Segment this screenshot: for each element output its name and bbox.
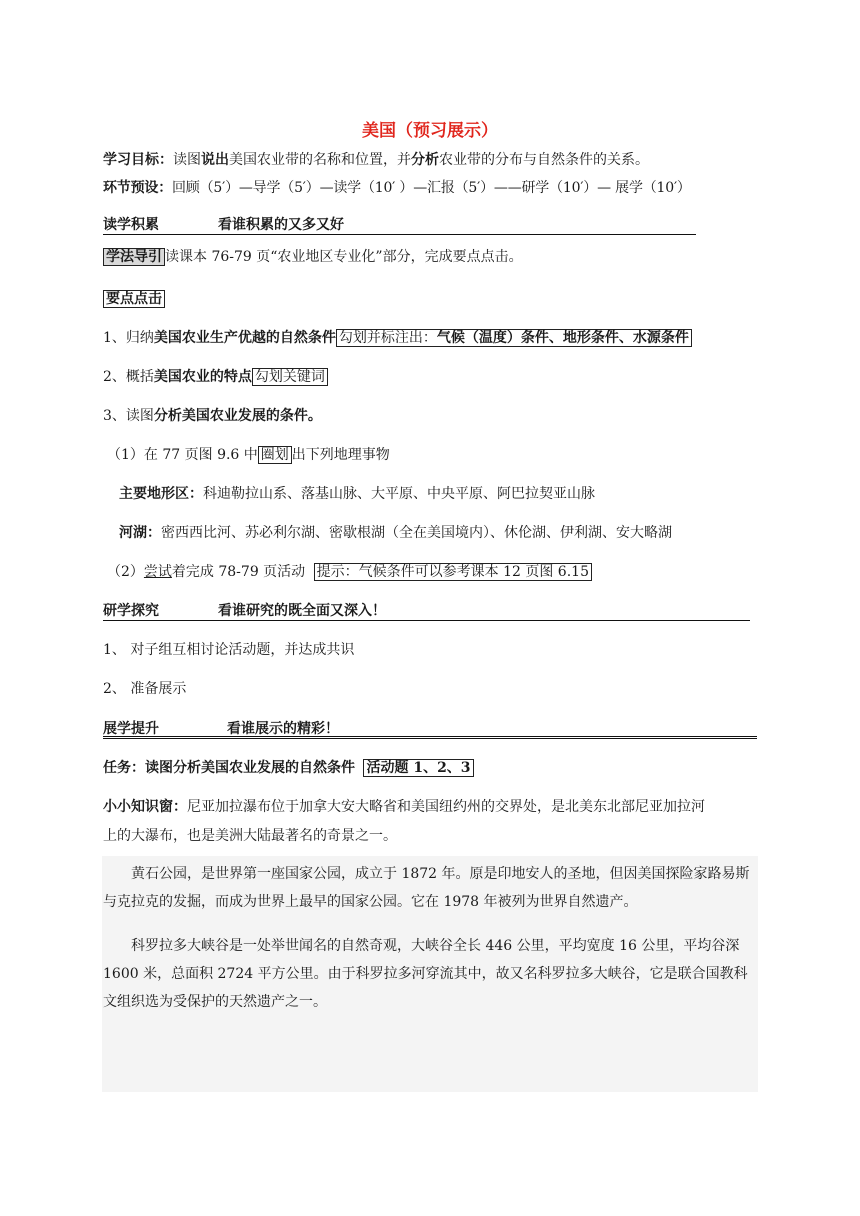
task-line: 任务：读图分析美国农业发展的自然条件 活动题 1、2、3 <box>103 758 474 778</box>
section-display: 展学提升 看谁展示的精彩！ <box>103 718 757 739</box>
landforms-line: 主要地形区：科迪勒拉山系、落基山脉、大平原、中央平原、阿巴拉契亚山脉 <box>119 486 595 502</box>
section-reading: 读学积累 看谁积累的又多又好 <box>103 214 696 235</box>
keypoints-heading <box>103 289 165 309</box>
step-1: 1、 对子组互相讨论活动题，并达成共识 <box>103 642 355 658</box>
canyon-paragraph: 科罗拉多大峡谷是一处举世闻名的自然奇观，大峡谷全长 446 公里，平均宽度 16 公里，平均谷深 1600 米，总面积 2724 平方公里。由于科罗拉多河穿流其中，故又名科罗拉多大峡谷，它是联合国教科文组织选为受保护的天然遗产之一。 <box>103 938 748 1010</box>
sub-item-1: （1）在 77 页图 9.6 中 圈划 出下列地理事物 <box>107 447 390 463</box>
knowledge-line-1: 小小知识窗：尼亚加拉瀑布位于加拿大安大略省和美国纽约州的交界处，是北美东北部尼亚加拉河 <box>103 799 705 815</box>
hint-box: 提示：气候条件可以参考课本 12 页图 6.15 <box>314 563 592 581</box>
rivers-line: 河湖：密西西比河、苏必利尔湖、密歇根湖（全在美国境内）、休伦湖、伊利湖、安大略湖 <box>119 525 672 541</box>
sub-item-2: （2）尝试着完成 78-79 页活动 提示：气候条件可以参考课本 12 页图 6.15 <box>107 562 592 582</box>
item-3: 3、读图分析美国农业发展的条件。 <box>103 408 322 424</box>
method-guide: 学法导引 读课本 76-79 页“农业地区专业化”部分，完成要点点击。 <box>103 247 523 267</box>
item-2: 2、概括美国农业的特点 勾划关键词 <box>103 367 328 387</box>
hint-box: 活动题 1、2、3 <box>363 759 473 777</box>
section-research: 研学探究 看谁研究的既全面又深入！ <box>103 600 750 621</box>
method-tag: 学法导引 <box>103 248 165 266</box>
hint-box: 勾划关键词 <box>252 368 328 386</box>
hint-box: 圈划 <box>258 446 292 464</box>
page-title: 美国（预习展示） <box>362 121 498 141</box>
knowledge-line-2: 上的大瀑布，也是美洲大陆最著名的奇景之一。 <box>103 828 397 844</box>
yellowstone-paragraph: 黄石公园，是世界第一座国家公园，成立于 1872 年。原是印地安人的圣地，但因美国探险家路易斯与克拉克的发掘，而成为世界上最早的国家公园。它在 1978 年被列为世界自然遗产。 <box>103 866 750 910</box>
hint-box: 勾划并标注出：气候（温度）条件、地形条件、水源条件 <box>336 329 692 347</box>
item-1: 1、归纳美国农业生产优越的自然条件 勾划并标注出：气候（温度）条件、地形条件、水源条件 <box>103 328 692 348</box>
schedule: 环节预设：回顾（5′）—导学（5′）—读学（10′ ）—汇报（5′）——研学（10′）— 展学（10′） <box>103 180 691 196</box>
learning-objective: 学习目标：读图说出美国农业带的名称和位置，并分析农业带的分布与自然条件的关系。 <box>103 152 649 168</box>
keypoints-tag: 要点点击 <box>103 290 165 308</box>
step-2: 2、 准备展示 <box>103 681 187 697</box>
